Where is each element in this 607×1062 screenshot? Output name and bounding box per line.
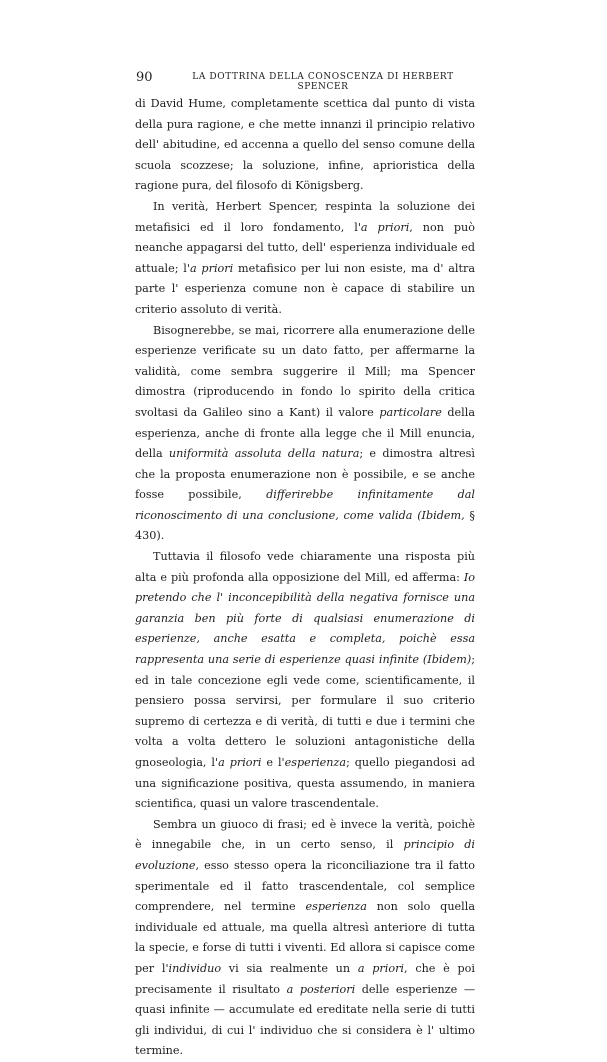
text-segment: In verità, Herbert Spencer, respinta la soluzione dei metafisici ed il loro fondamento, l' xyxy=(135,199,475,234)
italic-text: a priori xyxy=(189,261,234,275)
text-segment: , non può neanche appagarsi del tutto, dell' esperienza individuale ed attuale; l' xyxy=(135,220,475,275)
paragraph xyxy=(135,547,475,815)
text-segment: non solo quella individuale ed attuale, ma quella altresì anteriore di tutta la specie, e forse di tutti i viventi. Ed allora si capisce come per l' xyxy=(135,900,475,975)
text-segment: vi sia realmente un xyxy=(221,961,358,975)
text-segment: Tuttavia il filosofo vede chiaramente una risposta più alta e più profonda alla opposizione del Mill, ed afferma: xyxy=(135,550,475,584)
text-segment: § 430). xyxy=(135,508,475,543)
text-segment: e l' xyxy=(261,756,285,769)
paragraph xyxy=(135,815,475,1062)
page-number: 90 xyxy=(136,70,153,85)
text-segment: metafisico per lui non esiste, ma d' altra parte l' esperienza comune non è capace di stabilire un criterio assoluto di verità. xyxy=(135,261,475,316)
italic-text: particolare xyxy=(379,405,442,419)
italic-text: a posteriori xyxy=(286,982,356,996)
italic-text: differirebbe infinitamente dal riconoscimento di una conclusione, come valida (Ibidem, xyxy=(135,488,475,522)
text-segment: della esperienza, anche di fronte alla legge che il Mill enuncia, della xyxy=(135,405,475,461)
italic-text: a priori xyxy=(357,961,405,975)
text-segment: ; e dimostra altresì che la proposta enumerazione non è possibile, e se anche fosse possibile, xyxy=(135,447,475,502)
running-header xyxy=(136,70,474,92)
text-segment: Bisognerebbe, se mai, ricorrere alla enumerazione delle esperienze verificate su un dato fatto, per affermarne la validità, come sembra suggerire il Mill; ma Spencer dimostra (riproducendo in fondo lo spirito della critica svoltasi da Galileo sino a Kant) il valore xyxy=(135,323,475,419)
italic-text: uniformità assoluta della natura xyxy=(168,447,360,461)
italic-text: individuo xyxy=(168,961,222,975)
paragraph xyxy=(135,321,475,548)
text-segment: ; ed in tale concezione egli vede come, scientificamente, il pensiero possa servirsi, per formulare il suo criterio supremo di certezza e di verità, di tutti e due i termini che volta a volta dettero le soluzioni antagonistiche della gnoseologia, l' xyxy=(135,653,475,769)
paragraph xyxy=(135,197,475,321)
text-segment: delle esperienze — quasi infinite — accumulate ed ereditate nella serie di tutti gli individui, di cui l' individuo che si considera è l' ultimo termine. xyxy=(135,982,476,1058)
italic-text: principio di evoluzione xyxy=(135,838,475,872)
italic-text: a priori xyxy=(360,220,410,234)
text-segment: di David Hume, completamente scettica dal punto di vista della pura ragione, e che mette innanzi il principio relativo dell' abitudine, ed accenna a quello del senso comune della scuola scozzese; la soluzione, infine, aprioristica della ragione pura, del filosofo di Königsberg. xyxy=(135,97,475,193)
text-segment: Sembra un giuoco di frasi; ed è invece la verità, poichè è innegabile che, in un certo senso, il xyxy=(135,817,475,852)
text-segment: , esso stesso opera la riconciliazione tra il fatto sperimentale ed il fatto trascendentale, col semplice comprendere, nel termine xyxy=(135,858,475,914)
body-text xyxy=(135,94,475,1062)
text-segment: , che è poi precisamente il risultato xyxy=(135,961,475,996)
italic-text: Io pretendo che l' inconcepibilità della negativa fornisce una garanzia ben più forte di qualsiasi enumerazione di esperienze, anche esatta e completa, poichè essa rappresenta una serie di esperienze quasi infinite (Ibidem) xyxy=(135,570,475,667)
italic-text: esperienza xyxy=(305,900,367,914)
italic-text: a priori xyxy=(218,756,262,769)
running-title: LA DOTTRINA DELLA CONOSCENZA DI HERBERT SPENCER xyxy=(192,72,454,92)
paragraph xyxy=(135,94,475,197)
text-segment: ; quello piegandosi ad una significazione positiva, questa assumendo, in maniera scientifica, quasi un valore trascendentale. xyxy=(135,756,475,811)
italic-text: esperienza xyxy=(284,756,347,769)
